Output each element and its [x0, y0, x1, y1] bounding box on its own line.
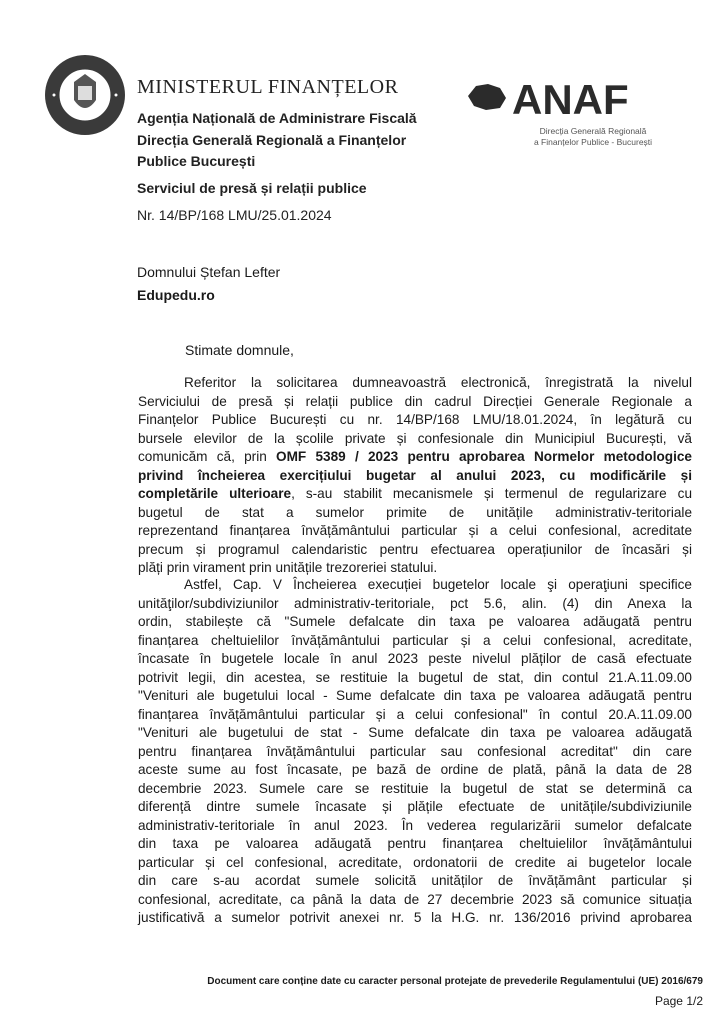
- text: administrativ-teritoriale în anul 2023. În vederea regularizării sumelor defalcate: [138, 817, 692, 833]
- text-line: [138, 576, 692, 595]
- bold-text: privind încheierea exercițiului bugetar al anului 2023, cu modificările și: [138, 467, 692, 483]
- text-line: [138, 872, 692, 891]
- text-line: [138, 632, 692, 651]
- text: Astfel, Cap. V Încheierea execuției bugetelor locale şi operaţiuni specifice: [184, 577, 692, 592]
- text: decembrie 2023. Sumele care se restituie la bugetul de stat se determină ca: [138, 780, 692, 796]
- text-line: [138, 467, 692, 486]
- text-line: [138, 393, 692, 412]
- addressee-name: Domnului Ștefan Lefter: [137, 264, 281, 280]
- anaf-logo-text: ANAF: [512, 78, 629, 118]
- anaf-subtitle: [528, 126, 658, 148]
- text: din care s-au acordat sumele solicită unităților de învățământ particular și: [138, 873, 692, 888]
- text-line: [138, 687, 692, 706]
- text-line: [138, 411, 692, 430]
- text-line: [138, 780, 692, 799]
- text-line: [138, 541, 692, 560]
- text: precum și programul calendaristic pentru efectuarea operațiunilor de încasări și: [138, 541, 692, 557]
- text: diferență dintre sumele încasate și plățile efectuate de unitățile/subdiviziunile: [138, 799, 692, 814]
- text-line: [138, 761, 692, 780]
- anaf-logo: [466, 78, 666, 118]
- government-emblem-logo: [44, 54, 126, 136]
- text: potrivit legii, din acestea, se restituie la bugetul de stat, din contul 21.A.11.09.00: [138, 669, 692, 685]
- anaf-subtitle-line-2: a Finanțelor Publice - București: [533, 137, 653, 147]
- text-line: [138, 669, 692, 688]
- text: "Venituri ale bugetului de stat - Sume defalcate din taxa pe valoarea adăugată: [138, 725, 692, 740]
- directorate-line-1: Direcția Generală Regională a Finanțelor: [137, 132, 407, 148]
- text: aceste sume au fost încasate, pe bază de ordine de plată, până la data de 28: [138, 762, 692, 777]
- agency-name: Agenția Națională de Administrare Fiscală: [137, 110, 417, 126]
- text: Referitor la solicitarea dumneavoastră electronică, înregistrată la nivelul: [184, 375, 692, 390]
- text-line: [138, 854, 692, 873]
- text-line: [138, 613, 692, 632]
- text: justificativă a sumelor potrivit anexei nr. 5 la H.G. nr. 136/2016 privind aprobarea: [138, 910, 692, 925]
- page-number: Page 1/2: [654, 994, 703, 1008]
- text: ordin, stabilește că "Sumele defalcate din taxa pe valoarea adăugată pentru: [138, 614, 692, 629]
- text-line: [138, 835, 692, 854]
- text: Serviciului de presă și relații publice din cadrul Direcției Generale Regionale a: [138, 393, 692, 409]
- document-number: Nr. 14/BP/168 LMU/25.01.2024: [137, 207, 332, 223]
- text-line: [138, 798, 692, 817]
- text: bugetul de stat a sumelor primite de unitățile administrativ-teritoriale: [138, 504, 692, 520]
- text-line: [138, 485, 692, 504]
- text: încasate în bugetele locale în anul 2023 peste nivelul plăților de casă efectuate: [138, 651, 692, 666]
- text: bursele elevilor de la școlile private și confesionale din Municipiul București, vă: [138, 430, 692, 446]
- text: "Venituri ale bugetului local - Sume defalcate din taxa pe valoarea adăugată pentru: [138, 688, 692, 703]
- bold-text: completările ulterioare: [138, 486, 292, 501]
- text-line: [138, 743, 692, 762]
- text-line: [138, 650, 692, 669]
- text: din taxa pe valoarea adăugată pentru finanțarea cheltuielilor învățământului: [138, 836, 692, 851]
- paragraph-2: [138, 576, 692, 928]
- anaf-subtitle-line-1: Direcția Generală Regională: [539, 126, 647, 136]
- text-line: [138, 559, 692, 578]
- text: plăți prin virament prin unitățile trezoreriei statului.: [138, 560, 438, 575]
- text: confesional, acreditate, ca până la data de 27 decembrie 2023 să comunice situația: [138, 891, 692, 907]
- text: , s-au stabilit mecanismele și termenul de regularizare cu: [291, 486, 693, 501]
- text: finanțarea învățământului particular și a celui confesional" în contul 20.A.11.09.00: [138, 706, 692, 722]
- data-protection-notice: Document care conține date cu caracter personal protejate de prevederile Regulamentului (UE) 2016/679: [207, 976, 703, 987]
- text: particular și cel confesional, acreditate, ordonatorii de credite ai bugetelor locale: [138, 854, 692, 870]
- paragraph-1: [138, 374, 692, 578]
- text-line: [138, 448, 692, 467]
- text-line: [138, 522, 692, 541]
- text: unităţilor/subdiviziunilor administrativ-teritoriale, pct 5.6, alin. (4) din Anexa la: [138, 595, 692, 611]
- text-line: [138, 504, 692, 523]
- bold-text: OMF 5389 / 2023 pentru aprobarea Normelor metodologice: [276, 449, 692, 464]
- text-line: [138, 724, 692, 743]
- addressee-org: Edupedu.ro: [137, 287, 215, 303]
- directorate-line-2: Publice București: [137, 153, 256, 169]
- text-line: [138, 430, 692, 449]
- text-line: [138, 891, 692, 910]
- text-line: [138, 595, 692, 614]
- salutation: Stimate domnule,: [185, 342, 294, 358]
- ministry-title: MINISTERUL FINANȚELOR: [137, 76, 399, 98]
- text-line: [138, 374, 692, 393]
- service-name: Serviciul de presă și relații publice: [137, 180, 367, 196]
- text: finanțarea cheltuielilor învățământului particular și a celui confesional, acreditate,: [138, 632, 692, 648]
- text-line: [138, 817, 692, 836]
- text-line: [138, 909, 692, 928]
- text: Finanțelor Publice București cu nr. 14/BP/168 LMU/18.01.2024, în legătură cu: [138, 412, 692, 427]
- text-line: [138, 706, 692, 725]
- text: pentru finanțarea învățământului particular sau confesional acreditat" din care: [138, 743, 692, 759]
- text: comunicăm că, prin: [138, 449, 277, 464]
- text: reprezentand finanțarea învățământului particular și a celui confesional, acreditate: [138, 523, 692, 538]
